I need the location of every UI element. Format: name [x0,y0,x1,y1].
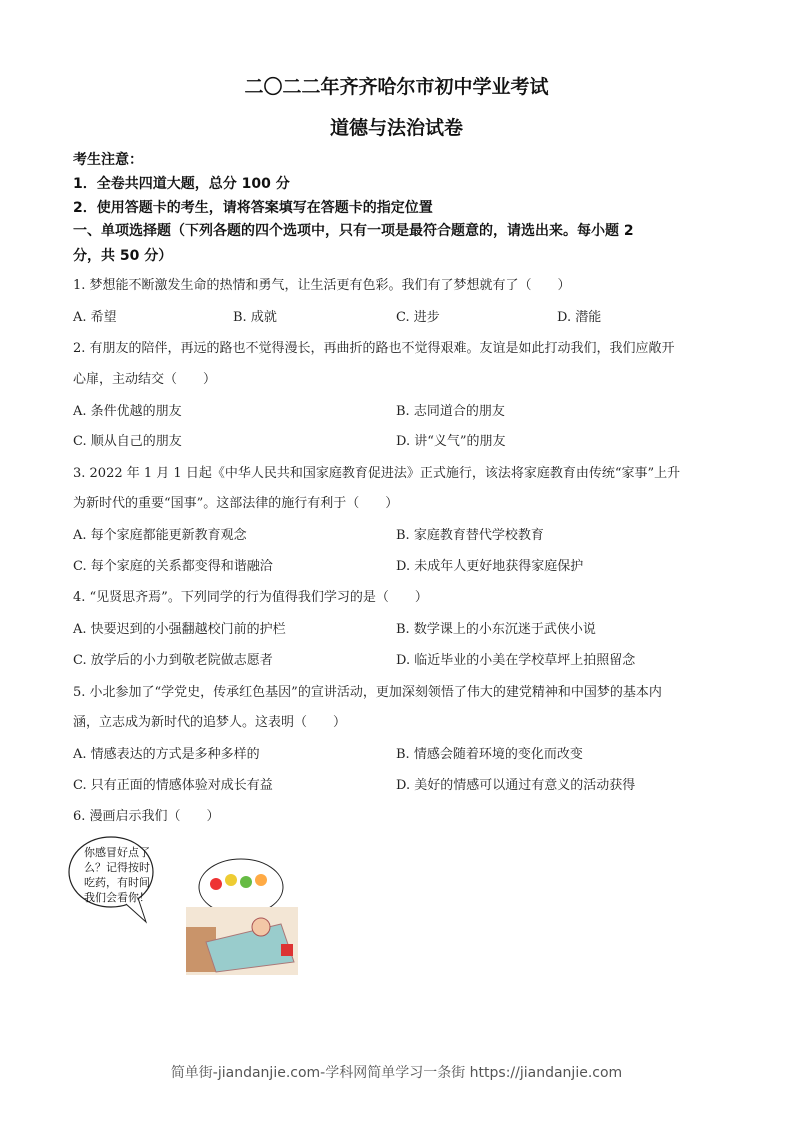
speech-line: 我们会看你！ [84,891,150,904]
exam-title: 二〇二二年齐齐哈尔市初中学业考试 [244,76,549,98]
notice-heading: 考生注意： [73,152,143,168]
question-3: 为新时代的重要“国事”。这部法律的施行有利于（ ） [73,496,399,511]
option-d: D. 临近毕业的小美在学校草坪上拍照留念 [396,653,636,668]
option-b: B. 成就 [233,310,277,325]
question-1: 1. 梦想能不断激发生命的热情和勇气，让生活更有色彩。我们有了梦想就有了（ ） [73,278,571,293]
option-a: A. 情感表达的方式是多种多样的 [73,747,260,762]
option-c: C. 只有正面的情感体验对成长有益 [73,778,273,793]
question-5: 涵，立志成为新时代的追梦人。这表明（ ） [73,715,347,730]
speech-line: 你感冒好点了 [84,846,150,859]
notice-item: 1．全卷共四道大题，总分 100 分 [73,176,290,192]
question-3: 3. 2022 年 1 月 1 日起《中华人民共和国家庭教育促进法》正式施行，该法将家庭教育由传统“家事”上升 [73,466,681,481]
option-a: A. 条件优越的朋友 [73,404,182,419]
question-2: 心扉，主动结交（ ） [73,372,217,387]
option-b: B. 志同道合的朋友 [396,404,505,419]
option-c: C. 放学后的小力到敬老院做志愿者 [73,653,273,668]
section-heading: 分，共 50 分） [73,248,173,264]
option-c: C. 每个家庭的关系都变得和谐融洽 [73,559,273,574]
option-c: C. 进步 [396,310,440,325]
option-d: D. 美好的情感可以通过有意义的活动获得 [396,778,636,793]
option-d: D. 讲“义气”的朋友 [396,434,506,449]
speech-line: 吃药，有时间 [84,876,150,889]
question-6: 6. 漫画启示我们（ ） [73,809,220,824]
option-b: B. 情感会随着环境的变化而改变 [396,747,583,762]
question-2: 2. 有朋友的陪伴，再远的路也不觉得漫长，再曲折的路也不觉得艰难。友谊是如此打动我们，我们应敞开 [73,341,675,356]
option-a: A. 每个家庭都能更新教育观念 [73,528,247,543]
section-heading: 一、单项选择题（下列各题的四个选项中，只有一项是最符合题意的，请选出来。每小题 2 [73,223,634,239]
option-d: D. 未成年人更好地获得家庭保护 [396,559,584,574]
option-a: A. 希望 [73,310,117,325]
footer-watermark: 简单街-jiandanjie.com-学科网简单学习一条街 https://jiandanjie.com [170,1065,623,1081]
speech-line: 么？记得按时 [84,861,150,874]
question-4: 4. “见贤思齐焉”。下列同学的行为值得我们学习的是（ ） [73,590,428,605]
question-5: 5. 小北参加了“学党史，传承红色基因”的宣讲活动，更加深刻领悟了伟大的建党精神和中国梦的基本内 [73,685,662,700]
exam-subtitle: 道德与法治试卷 [329,117,463,139]
option-b: B. 数学课上的小东沉迷于武侠小说 [396,622,596,637]
option-d: D. 潜能 [557,310,602,325]
option-c: C. 顺从自己的朋友 [73,434,182,449]
comic-illustration [66,832,306,977]
notice-item: 2．使用答题卡的考生，请将答案填写在答题卡的指定位置 [73,200,433,216]
option-a: A. 快要迟到的小强翻越校门前的护栏 [73,622,286,637]
option-b: B. 家庭教育替代学校教育 [396,528,544,543]
